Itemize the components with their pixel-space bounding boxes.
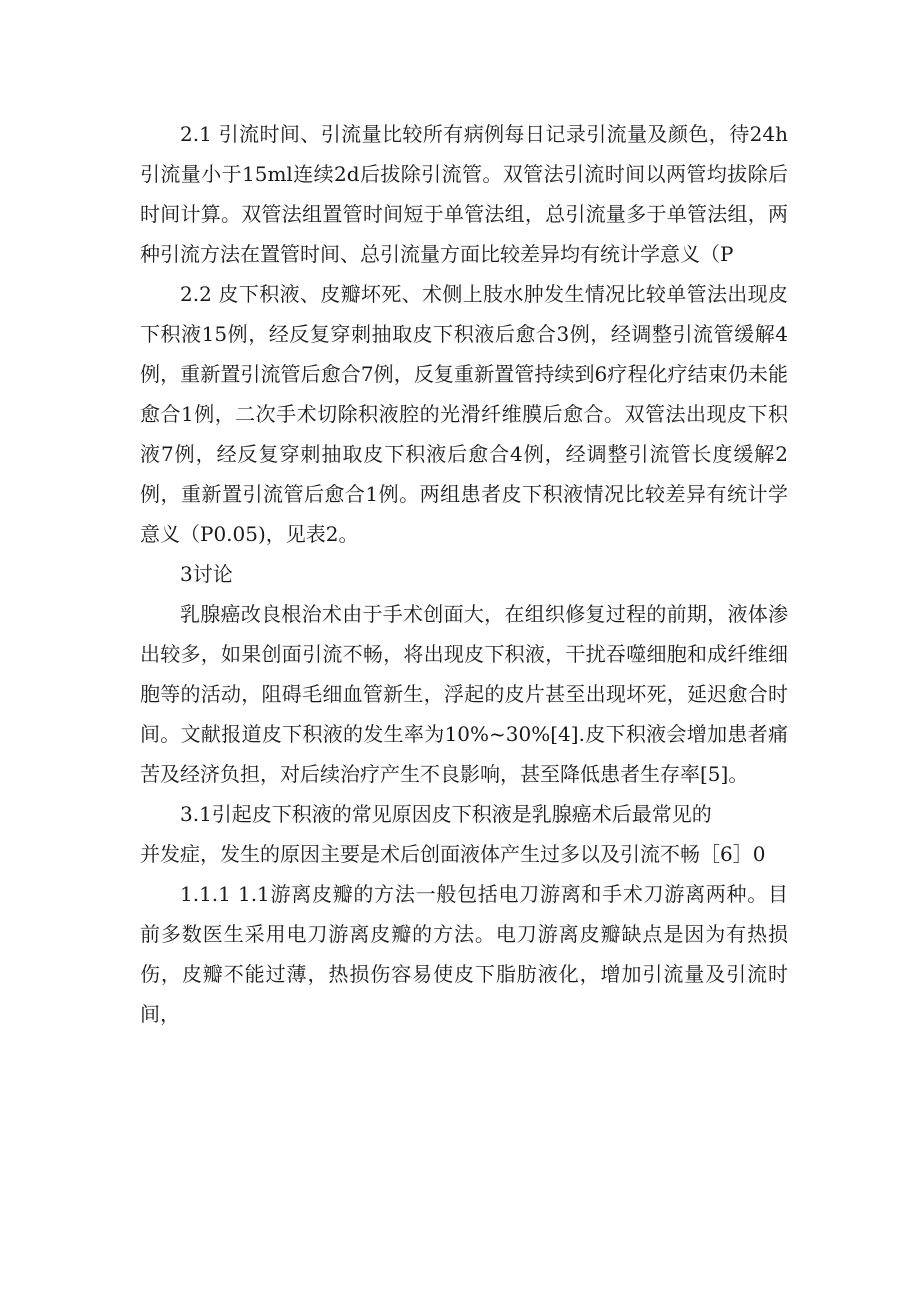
paragraph-discussion: 乳腺癌改良根治术由于手术创面大，在组织修复过程的前期，液体渗出较多，如果创面引流不畅，将出现皮下积液，干扰吞噬细胞和成纤维细胞等的活动，阻碍毛细血管新生，浮起的皮片甚至出现坏死，延迟愈合时间。文献报道皮下积液的发生率为10%~30%[4].皮下积液会增加患者痛苦及经济负担，对后续治疗产生不良影响，甚至降低患者生存率[5]。 (140, 602, 788, 786)
paragraph-3-1-continued: 并发症，发生的原因主要是术后创面液体产生过多以及引流不畅［6］0 (140, 842, 766, 866)
document-body (140, 114, 788, 1034)
paragraph-2-1: 2.1 引流时间、引流量比较所有病例每日记录引流量及颜色，待24h引流量小于15ml连续2d后拔除引流管。双管法引流时间以两管均拔除后时间计算。双管法组置管时间短于单管法组，总引流量多于单管法组，两种引流方法在置管时间、总引流量方面比较差异均有统计学意义（P (140, 122, 788, 266)
section-heading-3: 3讨论 (180, 562, 233, 586)
paragraph-2-2: 2.2 皮下积液、皮瓣坏死、术侧上肢水肿发生情况比较单管法出现皮下积液15例，经反复穿刺抽取皮下积液后愈合3例，经调整引流管缓解4例，重新置引流管后愈合7例，反复重新置管持续到6疗程化疗结束仍未能愈合1例，二次手术切除积液腔的光滑纤维膜后愈合。双管法出现皮下积液7例，经反复穿刺抽取皮下积液后愈合4例，经调整引流管长度缓解2例，重新置引流管后愈合1例。两组患者皮下积液情况比较差异有统计学意义（P0.05)，见表2。 (140, 282, 788, 546)
paragraph-3-1: 3.1引起皮下积液的常见原因皮下积液是乳腺癌术后最常见的 (180, 802, 712, 826)
paragraph-1-1-1: 1.1.1 1.1游离皮瓣的方法一般包括电刀游离和手术刀游离两种。目前多数医生采用电刀游离皮瓣的方法。电刀游离皮瓣缺点是因为有热损伤，皮瓣不能过薄，热损伤容易使皮下脂肪液化，增加引流量及引流时间， (140, 882, 788, 1026)
